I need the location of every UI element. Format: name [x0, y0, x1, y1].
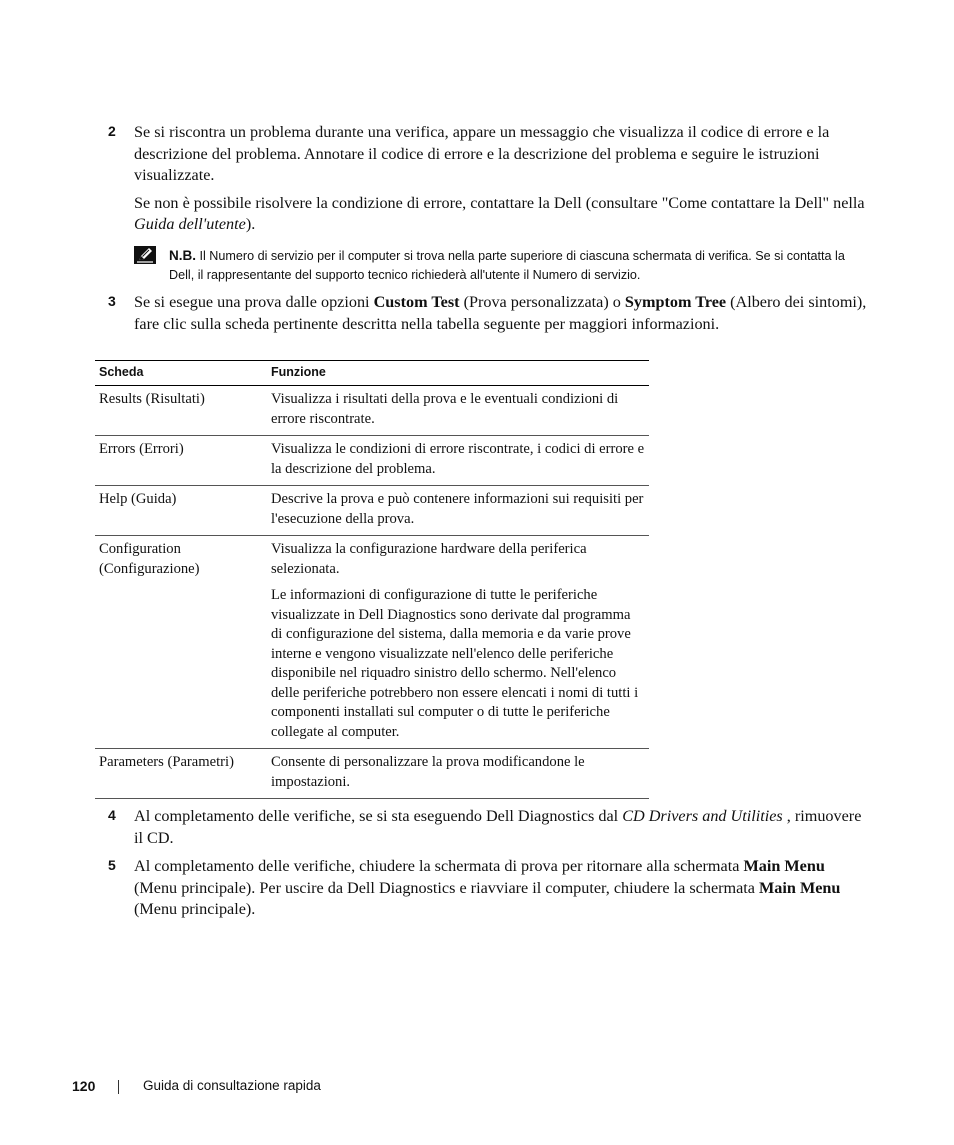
text-run: ). [245, 215, 256, 233]
table-header-row [95, 361, 649, 386]
step-number: 5 [108, 857, 116, 873]
step-number: 3 [108, 293, 116, 309]
table-row [95, 436, 649, 486]
table-row [95, 749, 649, 799]
function-cell [267, 749, 649, 799]
step-4-paragraph [134, 806, 868, 849]
custom-test-label: Custom Test [373, 293, 460, 311]
column-header-funzione: Funzione [267, 361, 649, 386]
pencil-note-icon [134, 246, 156, 264]
cd-name-emphasis: CD Drivers and Utilities [622, 807, 783, 825]
text-run: , rimuovere il CD. [134, 807, 862, 847]
table-row [95, 486, 649, 536]
text-run: (Prova personalizzata) o [459, 293, 625, 311]
function-cell [267, 386, 649, 436]
footer-title: Guida di consultazione rapida [143, 1078, 321, 1093]
step-5 [108, 856, 868, 921]
note-text [169, 246, 854, 285]
step-3 [108, 292, 868, 335]
function-cell [267, 436, 649, 486]
table-row [95, 386, 649, 436]
text-run: (Albero dei sintomi), fare clic sulla scheda pertinente descritta nella tabella seguente per maggiori informazioni. [134, 293, 867, 333]
text-run: (Menu principale). [134, 900, 256, 918]
page-number: 120 [72, 1078, 96, 1094]
function-cell [267, 536, 649, 749]
step-2-paragraph-2 [134, 193, 868, 236]
function-text: Le informazioni di configurazione di tutte le periferiche visualizzate in Dell Diagnostics sono derivate dal programma di configurazione del sistema, dalla memoria e da varie prove interne e vengono visualizzate nell'elenco delle periferiche disponibile nel riquadro sinistro dello schermo. Nell'elenco delle periferiche potrebbero non essere elencati i nomi di tutti i componenti installati sul computer o di tutte le periferiche collegate al computer. [271, 587, 639, 740]
function-text: Descrive la prova e può contenere informazioni sui requisiti per l'esecuzione della prova. [271, 491, 644, 527]
tab-name-cell: Results (Risultati) [95, 386, 267, 436]
function-text: Consente di personalizzare la prova modificandone le impostazioni. [271, 754, 585, 790]
footer-divider [118, 1080, 119, 1094]
note-box [134, 246, 854, 285]
column-header-scheda: Scheda [95, 361, 267, 386]
text-run: Al completamento delle verifiche, chiudere la schermata di prova per ritornare alla schermata [134, 857, 744, 875]
step-number: 2 [108, 123, 116, 139]
step-2 [108, 122, 868, 236]
tab-function-table [95, 360, 649, 799]
tab-name-cell: Help (Guida) [95, 486, 267, 536]
tab-name-cell: Parameters (Parametri) [95, 749, 267, 799]
note-body: Il Numero di servizio per il computer si trova nella parte superiore di ciascuna schermata di verifica. Se si contatta la Dell, il rappresentante del supporto tecnico richiederà all'utente il Numero di servizio. [169, 249, 845, 282]
page-footer [72, 1078, 321, 1094]
main-menu-label: Main Menu [759, 878, 841, 897]
text-run: Se non è possibile risolvere la condizione di errore, contattare la Dell (consultare "Come contattare la Dell" nella [134, 193, 865, 212]
text-run: (Menu principale). Per uscire da Dell Diagnostics e riavviare il computer, chiudere la schermata [134, 878, 760, 897]
main-menu-label: Main Menu [743, 857, 825, 875]
function-text: Visualizza i risultati della prova e le eventuali condizioni di errore riscontrate. [271, 391, 619, 427]
function-text: Visualizza la configurazione hardware della periferica selezionata. [271, 541, 587, 577]
symptom-tree-label: Symptom Tree [624, 293, 727, 311]
tab-name-cell: Configuration (Configurazione) [95, 536, 267, 749]
table-row [95, 536, 649, 749]
function-cell [267, 486, 649, 536]
text-run: Al completamento delle verifiche, se si sta eseguendo Dell Diagnostics dal [134, 807, 623, 825]
step-number: 4 [108, 807, 116, 823]
function-text: Visualizza le condizioni di errore riscontrate, i codici di errore e la descrizione del problema. [271, 441, 645, 477]
guide-title-emphasis: Guida dell'utente [134, 215, 246, 233]
tab-name-cell: Errors (Errori) [95, 436, 267, 486]
step-5-paragraph [134, 856, 868, 921]
text-run: Se si esegue una prova dalle opzioni [134, 293, 374, 311]
step-4 [108, 806, 868, 849]
step-2-paragraph-1: Se si riscontra un problema durante una verifica, appare un messaggio che visualizza il codice di errore e la descrizione del problema. Annotare il codice di errore e la descrizione del problema e seguire le istruzioni visualizzate. [134, 123, 830, 184]
note-label: N.B. [169, 248, 196, 263]
step-3-paragraph [134, 292, 868, 335]
